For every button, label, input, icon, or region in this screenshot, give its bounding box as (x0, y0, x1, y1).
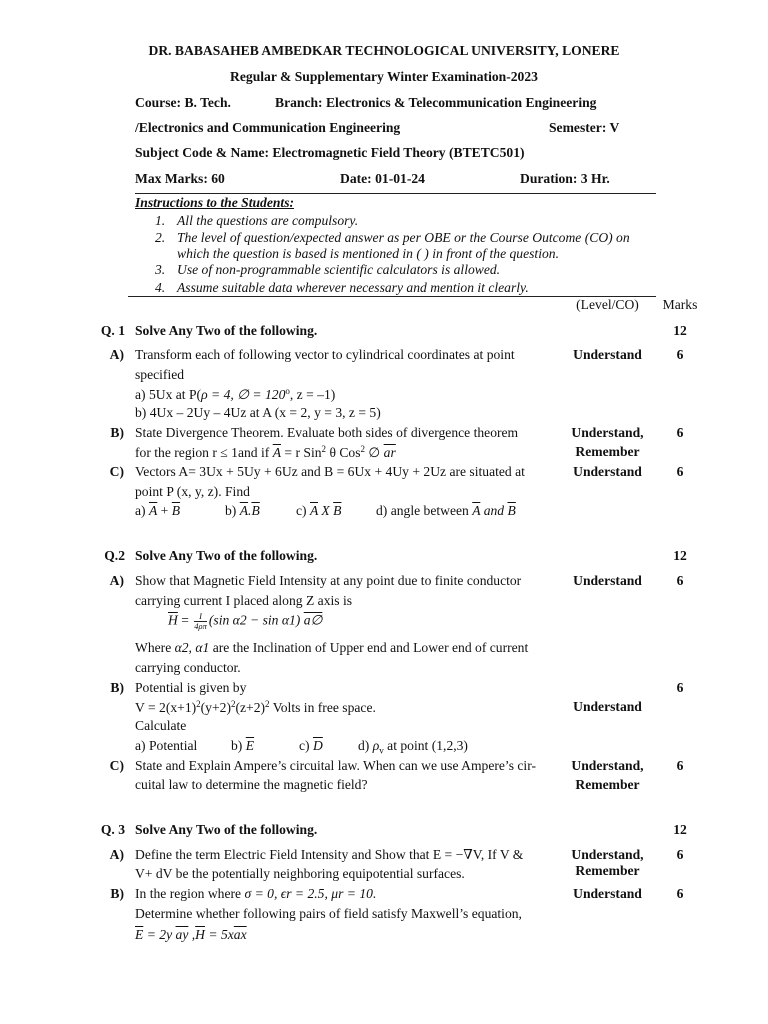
subquestion-text: $V = 2(x+1)^2(y+2)^2(z+2)^2$ Volts in free space. (135, 699, 376, 715)
level-label: Remember (575, 777, 640, 792)
marks-value: 6 (676, 464, 684, 479)
question-title: Solve Any Two of the following. (135, 548, 318, 563)
level-label: Remember (575, 444, 640, 459)
subquestion-text: Show that Magnetic Field Intensity at any point due to finite conductor (135, 573, 522, 588)
subquestion-text: State and Explain Ampere’s circuital law. When can we use Ampere’s cir- (135, 758, 536, 773)
instruction-text: The level of question/expected answer as per OBE or the Course Outcome (CO) on (177, 230, 630, 245)
subquestion-text: Transform each of following vector to cylindrical coordinates at point (135, 347, 515, 362)
level-label: Understand, (571, 847, 644, 862)
instructions-title: Instructions to the Students: (135, 195, 295, 210)
subquestion-text: Where α2, α1 are the Inclination of Upper end and Lower end of current (135, 640, 529, 655)
subquestion-text: Define the term Electric Field Intensity and Show that E = −∇V, If V & (135, 847, 524, 862)
subquestion-label: B) (110, 425, 124, 440)
subquestion-text: Vectors A= 3Ux + 5Uy + 6Uz and B = 6Ux + 4Uy + 2Uz are situated at (135, 464, 525, 479)
subquestion-text: Calculate (135, 718, 187, 733)
marks-value: 6 (676, 573, 684, 588)
subquestion-text: point P (x, y, z). Find (135, 484, 250, 499)
level-label: Understand (573, 699, 642, 714)
equation: $\overline{H}$ = $\frac{I}{4\rho\pi}$ (sin α2 − sin α1) a∅ (168, 611, 323, 631)
question-number: Q.2 (104, 548, 125, 563)
subquestion-option: a) 5Ux at P(ρ = 4, ∅ = $120^o$, z = –1) (135, 386, 336, 402)
subquestion-option: b) $\overline{A}.\overline{B}$ (225, 503, 260, 518)
level-label: Remember (575, 863, 640, 878)
instruction-num: 3. (155, 262, 166, 277)
level-label: Understand, (571, 758, 644, 773)
subquestion-text: State Divergence Theorem. Evaluate both sides of divergence theorem (135, 425, 519, 440)
marks-value: 6 (676, 847, 684, 862)
level-column-header: (Level/CO) (576, 297, 639, 312)
subquestion-text: specified (135, 367, 185, 382)
subquestion-option: d) $\rho_v$ at point (1,2,3) (358, 738, 468, 756)
subject: Subject Code & Name: Electromagnetic Field Theory (BTETC501) (135, 145, 525, 160)
branch: Branch: Electronics & Telecommunication Engineering (275, 95, 597, 110)
subquestion-label: B) (110, 886, 124, 901)
semester: Semester: V (549, 120, 620, 135)
marks-value: 6 (676, 758, 684, 773)
question-marks: 12 (673, 822, 687, 837)
university-name: DR. BABASAHEB AMBEDKAR TECHNOLOGICAL UNIVERSITY, LONERE (148, 43, 620, 58)
subquestion-option: b) 4Ux – 2Uy – 4Uz at A (x = 2, y = 3, z = 5) (135, 405, 381, 420)
max-marks: Max Marks: 60 (135, 171, 225, 186)
question-number: Q. 1 (100, 323, 125, 338)
subquestion-label: B) (110, 680, 124, 695)
subquestion-option: c) $\overline{A}$ X $\overline{B}$ (296, 503, 342, 518)
exam-title: Regular & Supplementary Winter Examination-2023 (230, 69, 538, 84)
subquestion-text: cuital law to determine the magnetic field? (135, 777, 368, 792)
marks-value: 6 (676, 425, 684, 440)
instruction-text: All the questions are compulsory. (177, 213, 359, 228)
level-label: Understand (573, 464, 642, 479)
instruction-text: Assume suitable data wherever necessary and mention it clearly. (177, 280, 529, 295)
course: Course: B. Tech. (135, 95, 231, 110)
subquestion-option: b) $\overline{E}$ (231, 738, 255, 753)
exam-date: Date: 01-01-24 (340, 171, 425, 186)
subquestion-label: A) (109, 847, 124, 862)
instruction-text: Use of non-programmable scientific calculators is allowed. (177, 262, 501, 277)
question-title: Solve Any Two of the following. (135, 822, 318, 837)
question-number: Q. 3 (100, 822, 125, 837)
subquestion-text: carrying current I placed along Z axis is (135, 593, 353, 608)
subquestion-label: C) (109, 758, 124, 773)
subquestion-option: a) Potential (135, 738, 198, 753)
instruction-text-continued: which the question is based is mentioned in ( ) in front of the question. (177, 246, 559, 261)
branch-continued: /Electronics and Communication Engineering (135, 120, 401, 135)
subquestion-text: V+ dV be the potentially neighboring equipotential surfaces. (135, 866, 465, 881)
subquestion-text: for the region r ≤ 1and if $\overline{A} = r$ Sin$^2$ θ Cos$^2$ ∅ $\overline{ar}$ (135, 444, 396, 460)
level-label: Understand (573, 347, 642, 362)
level-label: Understand (573, 573, 642, 588)
subquestion-label: A) (109, 573, 124, 588)
question-marks: 12 (673, 323, 687, 338)
header-divider (135, 193, 656, 194)
subquestion-text: In the region where σ = 0, ϵr = 2.5, μr = 10. (135, 886, 377, 901)
instruction-num: 1. (155, 213, 166, 228)
question-marks: 12 (673, 548, 687, 563)
subquestion-option: a) $\overline{A} + \overline{B}$ (135, 503, 181, 518)
level-label: Understand (573, 886, 642, 901)
question-title: Solve Any Two of the following. (135, 323, 318, 338)
equation: $\overline{E} = 2y$ $\overline{ay}$ $,\overline{H} = 5x\overline{ax}$ (135, 927, 247, 942)
marks-column-header: Marks (662, 297, 698, 312)
instruction-num: 4. (155, 280, 166, 295)
level-label: Understand, (571, 425, 644, 440)
subquestion-text: Potential is given by (135, 680, 247, 695)
subquestion-text: Determine whether following pairs of field satisfy Maxwell’s equation, (135, 906, 522, 921)
marks-value: 6 (676, 680, 684, 695)
subquestion-option: d) angle between $\overline{A}$ and $\overline{B}$ (376, 503, 516, 518)
marks-value: 6 (676, 347, 684, 362)
subquestion-label: C) (109, 464, 124, 479)
marks-value: 6 (676, 886, 684, 901)
subquestion-label: A) (109, 347, 124, 362)
instruction-num: 2. (155, 230, 166, 245)
subquestion-option: c) $\overline{D}$ (299, 738, 323, 753)
subquestion-text: carrying conductor. (135, 660, 241, 675)
duration: Duration: 3 Hr. (520, 171, 610, 186)
